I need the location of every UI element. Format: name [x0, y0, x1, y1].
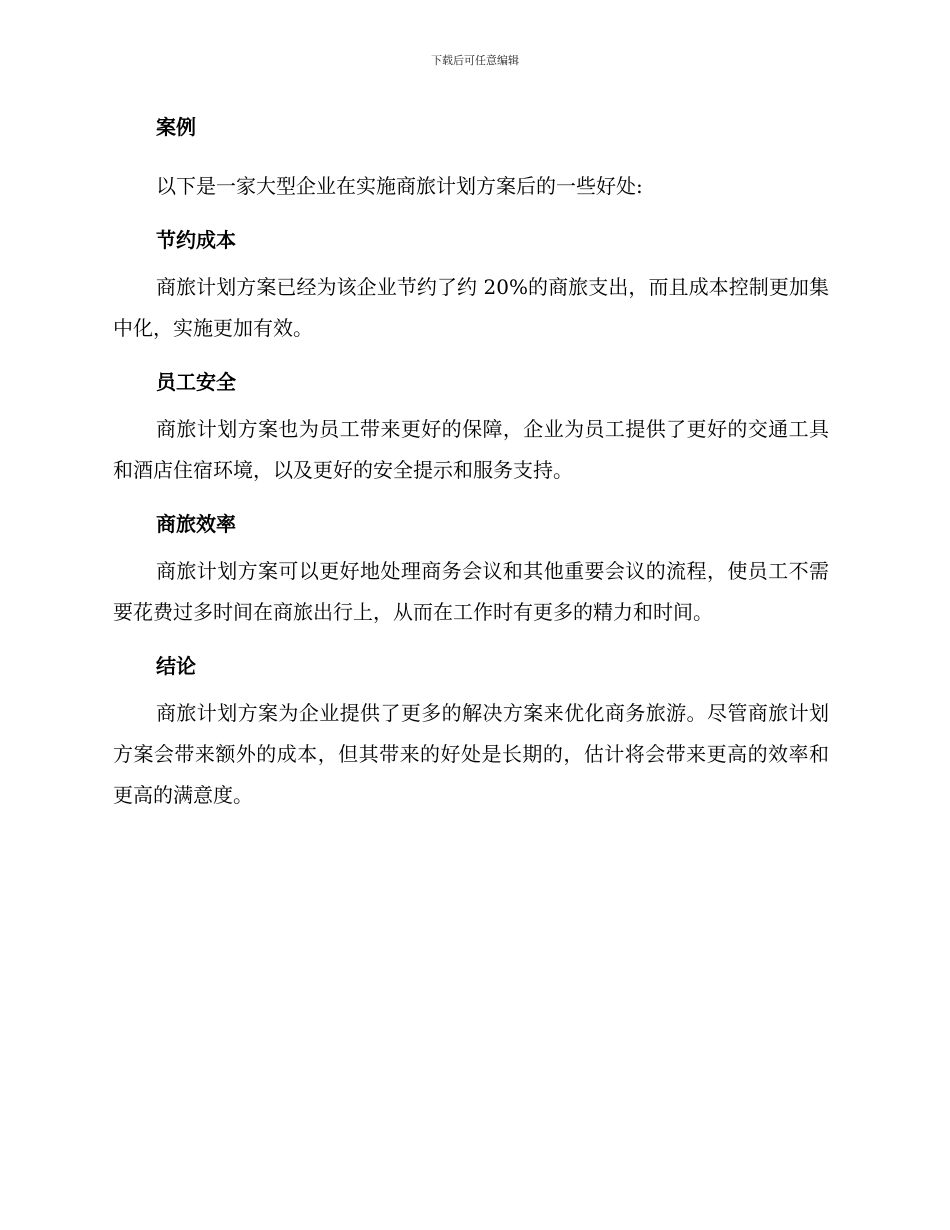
section-heading: 商旅效率 — [156, 512, 236, 536]
section-heading: 结论 — [156, 654, 196, 678]
section-employee-safety — [113, 367, 829, 491]
section-heading: 员工安全 — [156, 370, 236, 394]
section-conclusion — [113, 651, 829, 816]
document-body — [113, 112, 829, 834]
section-travel-efficiency — [113, 509, 829, 633]
section-paragraph: 商旅计划方案可以更好地处理商务会议和其他重要会议的流程，使员工不需要花费过多时间在商旅出行上，从而在工作时有更多的精力和时间。 — [113, 559, 829, 624]
section-cost-saving — [113, 225, 829, 349]
section-paragraph: 商旅计划方案也为员工带来更好的保障，企业为员工提供了更好的交通工具和酒店住宿环境，以及更好的安全提示和服务支持。 — [113, 417, 829, 482]
section-paragraph: 商旅计划方案已经为该企业节约了约 20%的商旅支出，而且成本控制更加集中化，实施更加有效。 — [113, 275, 829, 340]
page-header: 下载后可任意编辑 — [431, 54, 519, 67]
section-paragraph: 商旅计划方案为企业提供了更多的解决方案来优化商务旅游。尽管商旅计划方案会带来额外的成本，但其带来的好处是长期的，估计将会带来更高的效率和更高的满意度。 — [113, 701, 829, 807]
document-title: 案例 — [156, 115, 196, 139]
intro-paragraph: 以下是一家大型企业在实施商旅计划方案后的一些好处: — [156, 174, 643, 198]
section-heading: 节约成本 — [156, 228, 236, 252]
